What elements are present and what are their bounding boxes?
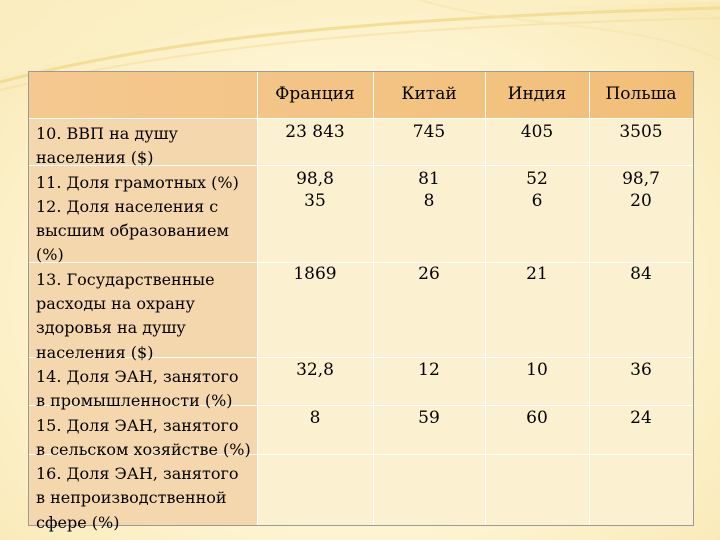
table-cell: 84 [630, 264, 652, 284]
row-label-line: в сельском хозяйстве (%) [36, 439, 251, 459]
row-label-line: населения ($) [36, 342, 154, 362]
table-cell: 405 [520, 122, 554, 142]
grid-line [29, 118, 693, 119]
row-label-line: сфере (%) [36, 512, 120, 532]
row-label-line: 15. Доля ЭАН, занятого [36, 415, 239, 435]
row-label-line: здоровья на душу [36, 318, 186, 338]
table-cell: 12 [418, 360, 440, 380]
table-cell: 98,7 [622, 169, 660, 189]
table-cell: 81 [418, 169, 440, 189]
table-cell: 98,8 [296, 169, 334, 189]
column-header-china: Китай [401, 84, 457, 104]
table-cell: 60 [526, 408, 548, 428]
table-cell: 8 [309, 408, 321, 428]
table-cell: 21 [526, 264, 548, 284]
table-cell: 36 [630, 360, 652, 380]
column-header-india: Индия [507, 84, 567, 104]
table-cell: 24 [630, 408, 652, 428]
row-label-line: в непроизводственной [36, 488, 227, 508]
table-cell: 6 [531, 191, 543, 211]
row-label-line: 10. ВВП на душу [36, 124, 178, 143]
row-label-line: расходы на охрану [36, 294, 195, 314]
row-labels [36, 122, 258, 535]
table-cell: 3505 [619, 122, 663, 142]
table-cell: 1869 [293, 264, 337, 284]
row-label-line: 14. Доля ЭАН, занятого [36, 366, 239, 386]
column-header-france: Франция [275, 84, 355, 104]
row-label-line: в промышленности (%) [36, 391, 233, 411]
table-cell: 10 [526, 360, 548, 380]
table-cell: 23 843 [285, 122, 345, 142]
row-label-line: (%) [36, 245, 64, 265]
table-cell: 52 [526, 169, 548, 189]
row-label-line: 16. Доля ЭАН, занятого [36, 464, 239, 484]
table-cell: 26 [418, 264, 440, 284]
row-label-line: 13. Государственные [36, 269, 215, 289]
table-cell: 20 [630, 191, 652, 211]
table-cell: 32,8 [296, 360, 334, 380]
table-cell: 35 [304, 191, 326, 211]
row-label-line: высшим образованием [36, 221, 229, 241]
row-label-line: 12. Доля населения с [36, 196, 219, 216]
column-header-poland: Польша [605, 84, 677, 104]
row-label-line: 11. Доля грамотных (%) [36, 172, 239, 192]
table-cell: 59 [418, 408, 440, 428]
row-label-line: населения ($) [36, 148, 154, 168]
table-cell: 745 [412, 122, 446, 142]
table-cell: 8 [423, 191, 435, 211]
